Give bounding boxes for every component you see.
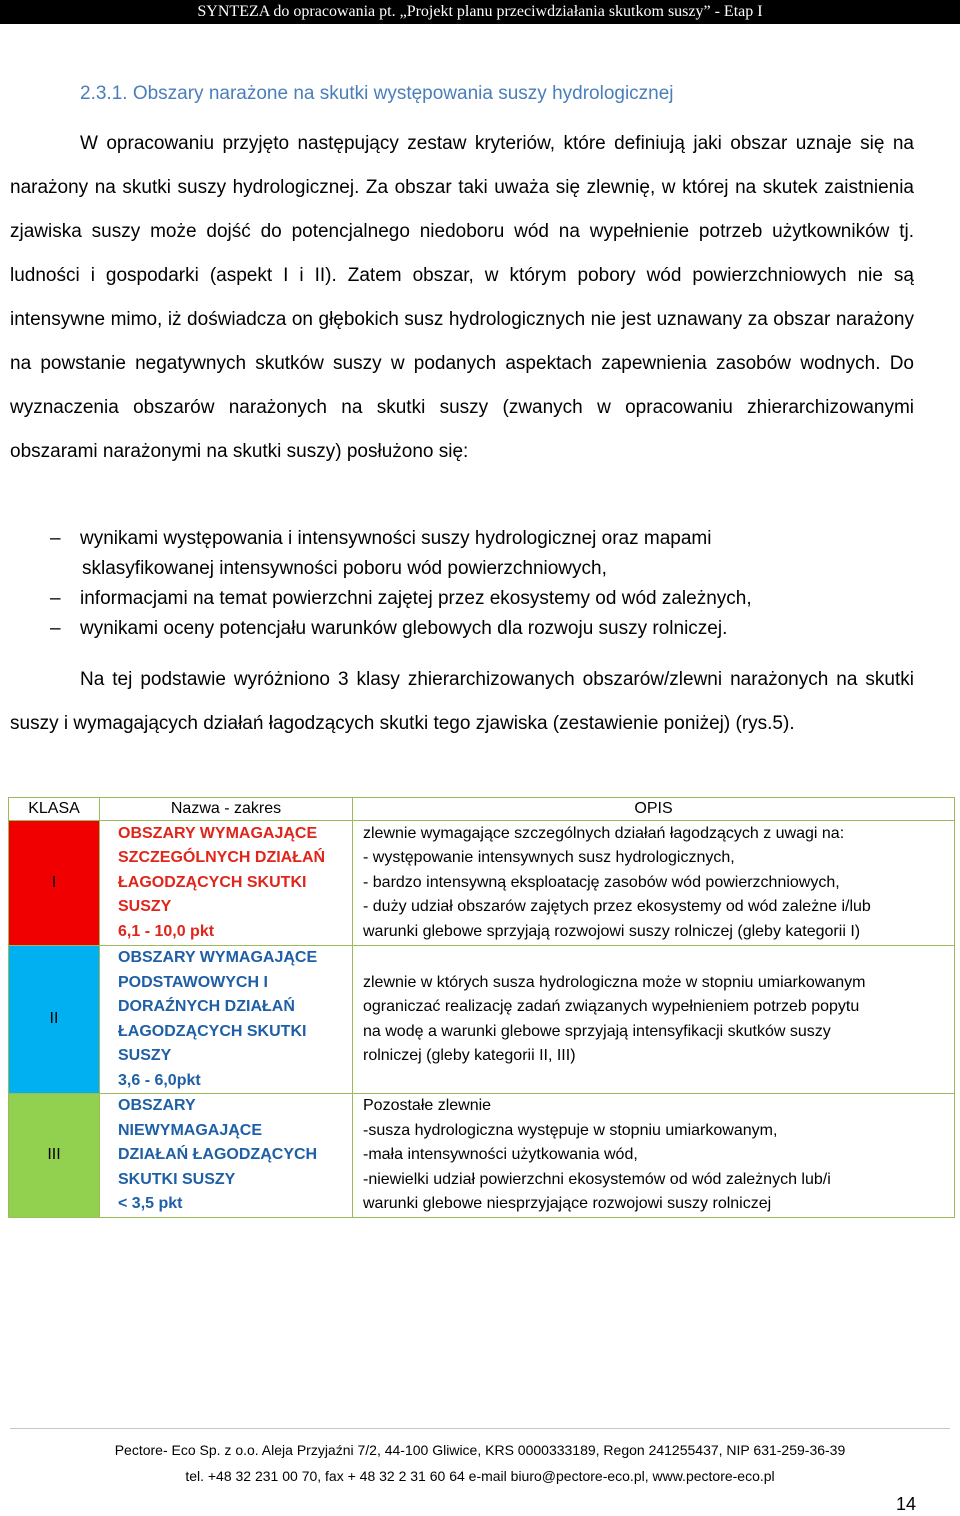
name-line: SUSZY [118,898,172,916]
name-line: DZIAŁAŃ ŁAGODZĄCYCH [118,1146,318,1163]
page-number: 14 [895,1494,916,1514]
footer-divider [10,1428,950,1429]
class-description-cell [353,821,955,946]
name-line: DORAŹNYCH DZIAŁAŃ [118,998,295,1015]
score-range: 3,6 - 6,0pkt [118,1071,201,1089]
footer-contact-line: tel. +48 32 231 00 70, fax + 48 32 2 31 60 64 e-mail biuro@pectore-eco.pl, www.pectore-eco.pl [185,1468,775,1484]
name-line: SUSZY [118,1047,172,1064]
name-line: SKUTKI SUSZY [118,1170,236,1188]
list-item [10,524,920,584]
description-line: na wodę a warunki glebowe sprzyjają intensyfikacji skutków suszy [363,1022,831,1040]
criteria-list [10,524,920,644]
table-row [9,1094,955,1218]
classification-table [8,797,955,1218]
name-line: PODSTAWOWYCH I [118,973,268,991]
description-line: -mała intensywności użytkowania wód, [363,1146,638,1163]
description-line: -niewielki udział powierzchni ekosystemów od wód zależnych lub/i [363,1170,831,1188]
name-line: OBSZARY WYMAGAJĄCE [118,949,318,966]
name-line: ŁAGODZĄCYCH SKUTKI [118,873,307,891]
class-name-cell [100,821,353,946]
name-line: ŁAGODZĄCYCH SKUTKI [118,1022,307,1040]
class-cell-ii: II [9,946,100,1094]
score-range: < 3,5 pkt [118,1195,183,1212]
name-line: OBSZARY [118,1097,196,1114]
section-heading: 2.3.1. Obszary narażone na skutki występowania suszy hydrologicznej [80,83,674,104]
description-line: ograniczać realizację zadań związanych wypełnieniem potrzeb popytu [363,998,860,1015]
description-line: zlewnie w których susza hydrologiczna może w stopniu umiarkowanym [363,973,866,991]
dash-bullet: – [50,588,61,609]
name-line: OBSZARY WYMAGAJĄCE [118,824,318,842]
description-line: warunki glebowe niesprzyjające rozwojowi suszy rolniczej [363,1195,772,1212]
description-line: - duży udział obszarów zajętych przez ekosystemy od wód zależne i/lub [363,898,871,916]
name-line: NIEWYMAGAJĄCE [118,1121,263,1139]
name-line: SZCZEGÓLNYCH DZIAŁAŃ [118,849,326,867]
list-item [10,614,920,644]
dash-bullet: – [50,528,61,549]
header-klasa: KLASA [9,798,100,821]
description-line: Pozostałe zlewnie [363,1097,492,1114]
description-line: zlewnie wymagające szczególnych działań łagodzących z uwagi na: [363,824,845,842]
table-row [9,821,955,946]
description-line: - występowanie intensywnych susz hydrologicznych, [363,849,735,867]
list-item-text: wynikami występowania i intensywności suszy hydrologicznej oraz mapami [80,528,712,549]
list-item [10,584,920,614]
description-line: - bardzo intensywną eksploatację zasobów wód powierzchniowych, [363,873,840,891]
dash-bullet: – [50,618,61,639]
list-item-text: informacjami na temat powierzchni zajętej przez ekosystemy od wód zależnych, [80,588,752,609]
description-line: -susza hydrologiczna występuje w stopniu umiarkowanym, [363,1121,778,1139]
table-header-row [9,798,955,821]
class-name-cell [100,1094,353,1218]
list-item-text: wynikami oceny potencjału warunków glebowych dla rozwoju suszy rolniczej. [80,618,728,639]
body-paragraph-1: W opracowaniu przyjęto następujący zestaw kryteriów, które definiują jaki obszar uznaje się na narażony na skutki suszy hydrologicznej. Za obszar taki uważa się zlewnię, w której na skutek zaistnienia zjawiska suszy może dojść do potencjalnego niedoboru wód na wypełnienie potrzeb użytkowników tj. ludności i gospodarki (aspekt I i II). Zatem obszar, w którym pobory wód powierzchniowych nie są intensywne mimo, iż doświadcza on głębokich susz hydrologicznych nie jest uznawany za obszar narażony na powstanie negatywnych skutków suszy w podanych aspektach zapewnienia zasobów wodnych. Do wyznaczenia obszarów narażonych na skutki suszy (zwanych w opracowaniu zhierarchizowanymi obszarami narażonymi na skutki suszy) posłużono się: [10,133,914,462]
header-opis: OPIS [353,798,955,821]
description-line: warunki glebowe sprzyjają rozwojowi suszy rolniczej (gleby kategorii I) [363,922,861,940]
class-description-cell [353,946,955,1094]
class-cell-i: I [9,821,100,946]
table-row [9,946,955,1094]
class-name-cell [100,946,353,1094]
class-cell-iii: III [9,1094,100,1218]
list-item-continuation: sklasyfikowanej intensywności poboru wód powierzchniowych, [82,558,607,579]
description-line: rolniczej (gleby kategorii II, III) [363,1047,576,1064]
class-description-cell [353,1094,955,1218]
header-nazwa: Nazwa - zakres [100,798,353,821]
footer-company-line: Pectore- Eco Sp. z o.o. Aleja Przyjaźni 7/2, 44-100 Gliwice, KRS 0000333189, Regon 241255437, NIP 631-259-36-39 [114,1442,846,1458]
body-paragraph-2: Na tej podstawie wyróżniono 3 klasy zhierarchizowanych obszarów/zlewni narażonych na skutki suszy i wymagających działań łagodzących skutki tego zjawiska (zestawienie poniżej) (rys.5). [10,669,914,734]
score-range: 6,1 - 10,0 pkt [118,922,215,940]
document-header: SYNTEZA do opracowania pt. „Projekt planu przeciwdziałania skutkom suszy” - Etap I [0,0,960,24]
